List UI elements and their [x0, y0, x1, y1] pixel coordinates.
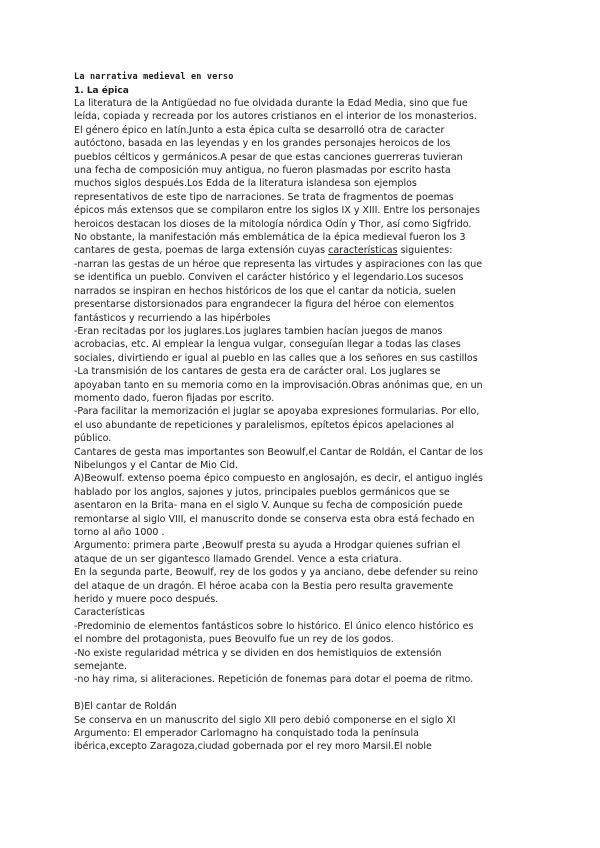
document-title: La narrativa medieval en verso	[74, 72, 234, 82]
paragraph-gap	[74, 687, 552, 700]
text-line: -Eran recitadas por los juglares.Los juglares tambien hacían juegos de manos	[74, 325, 443, 337]
text-line: -La transmisión de los cantares de gesta era de carácter oral. Los juglares se	[74, 366, 441, 378]
body-text	[74, 97, 552, 754]
text-line: muchos siglos después.Los Edda de la literatura islandesa son ejemplos	[74, 178, 417, 190]
text-line: sociales, divirtiendo er igual al pueblo en las calles que a los señores en sus castillos	[74, 352, 478, 364]
text-line: leída, copiada y recreada por los autores cristianos en el interior de los monasterios.	[74, 111, 477, 123]
text-line: torno al año 1000 .	[74, 527, 165, 538]
text-line: B)El cantar de Roldán	[74, 701, 177, 713]
text-line: El género épico en latín.Junto a esta épica culta se desarrolló otra de caracter	[74, 124, 445, 136]
text-line: pueblos célticos y germánicos.A pesar de que estas canciones guerreras tuvieran	[74, 151, 463, 163]
text-line: semejante.	[74, 661, 127, 673]
text-line: heroicos destacan los dioses de la mitología nórdica Odín y Thor, así como Sigfrido.	[74, 218, 472, 230]
text-line: ibérica,excepto Zaragoza,ciudad gobernada por el rey moro Marsil.El noble	[74, 741, 432, 753]
text-line: momento dado, fueron fijadas por escrito.	[74, 392, 275, 404]
text-line: ataque de un ser gigantesco llamado Grendel. Vence a esta criatura.	[74, 553, 402, 565]
text-line: apoyaban tanto en su memoria como en la improvisación.Obras anónimas que, en un	[74, 379, 483, 391]
section-heading: 1. La épica	[74, 86, 129, 96]
text-line: Nibelungos y el Cantar de Mio Cid.	[74, 459, 239, 471]
text-line: hablado por los anglos, sajones y jutos, principales pueblos germánicos que se	[74, 486, 450, 498]
text-line: se identifica un pueblo. Conviven el carácter histórico y el legendario.Los sucesos	[74, 272, 464, 284]
text-line: narrados se inspiran en hechos históricos de los que el cantar da noticia, suelen	[74, 285, 456, 297]
text-line: En la segunda parte, Beowulf, rey de los godos y ya anciano, debe defender su reino	[74, 567, 478, 579]
text-line: -no hay rima, si aliteraciones. Repetición de fonemas para dotar el poema de ritmo.	[74, 674, 474, 686]
text-line: público.	[74, 433, 112, 445]
text-line: -narran las gestas de un héroe que representa las virtudes y aspiraciones con las que	[74, 258, 483, 270]
text-line: una fecha de composición muy antigua, no fueron plasmadas por escrito hasta	[74, 165, 451, 177]
text-line: -Para facilitar la memorización el juglar se apoyaba expresiones formularias. Por ello,	[74, 406, 480, 418]
text-line: No obstante, la manifestación más emblemática de la épica medieval fueron los 3	[74, 232, 466, 244]
text-line: del ataque de un dragón. El héroe acaba con la Bestia pero resulta gravemente	[74, 580, 454, 592]
text-line: Se conserva en un manuscrito del siglo XII pero debió componerse en el siglo XI	[74, 714, 456, 726]
text-line: acrobacias, etc. Al emplear la lengua vulgar, conseguían llegar a todas las clases	[74, 339, 461, 351]
text-line: asentaron en la Brita- mana en el siglo V. Aunque su fecha de composición puede	[74, 500, 463, 512]
text-line: épicos más extensos que se compilaron entre los siglos IX y XIII. Entre los personajes	[74, 205, 480, 217]
text-line: representativos de este tipo de narraciones. Se trata de fragmentos de poemas	[74, 191, 454, 203]
text-line: -No existe regularidad métrica y se dividen en dos hemistiquios de extensión	[74, 647, 442, 659]
text-line: cantares de gesta, poemas de larga extensión cuyas características siguientes:	[74, 245, 453, 257]
text-line: Características	[74, 607, 145, 619]
text-line: -Predominio de elementos fantásticos sobre lo histórico. El único elenco histórico es	[74, 620, 474, 632]
text-line: autóctono, basada en las leyendas y en los grandes personajes heroicos de los	[74, 138, 451, 150]
text-line: presentarse distorsionados para engrandecer la figura del héroe con elementos	[74, 299, 454, 311]
text-line: Argumento: El emperador Carlomagno ha conquistado toda la península	[74, 728, 419, 740]
underlined-word: características	[328, 245, 398, 257]
text-line: el uso abundante de repeticiones y paralelismos, epítetos épicos apelaciones al	[74, 419, 455, 431]
text-line: el nombre del protagonista, pues Beovulfo fue un rey de los godos.	[74, 634, 394, 646]
text-line: remontarse al siglo VIII, el manuscrito donde se conserva esta obra está fechado en	[74, 513, 475, 525]
text-line: herido y muere poco después.	[74, 594, 219, 606]
text-line: La literatura de la Antigüedad no fue olvidada durante la Edad Media, sino que fue	[74, 98, 468, 109]
text-line: Argumento: primera parte ,Beowulf presta su ayuda a Hrodgar quienes sufrian el	[74, 540, 461, 552]
text-line: fantásticos y recurriendo a las hipérboles	[74, 312, 271, 324]
text-line: Cantares de gesta mas importantes son Beowulf,el Cantar de Roldán, el Cantar de los	[74, 446, 484, 458]
text-line: A)Beowulf. extenso poema épico compuesto en anglosajón, es decir, el antiguo inglés	[74, 473, 483, 485]
